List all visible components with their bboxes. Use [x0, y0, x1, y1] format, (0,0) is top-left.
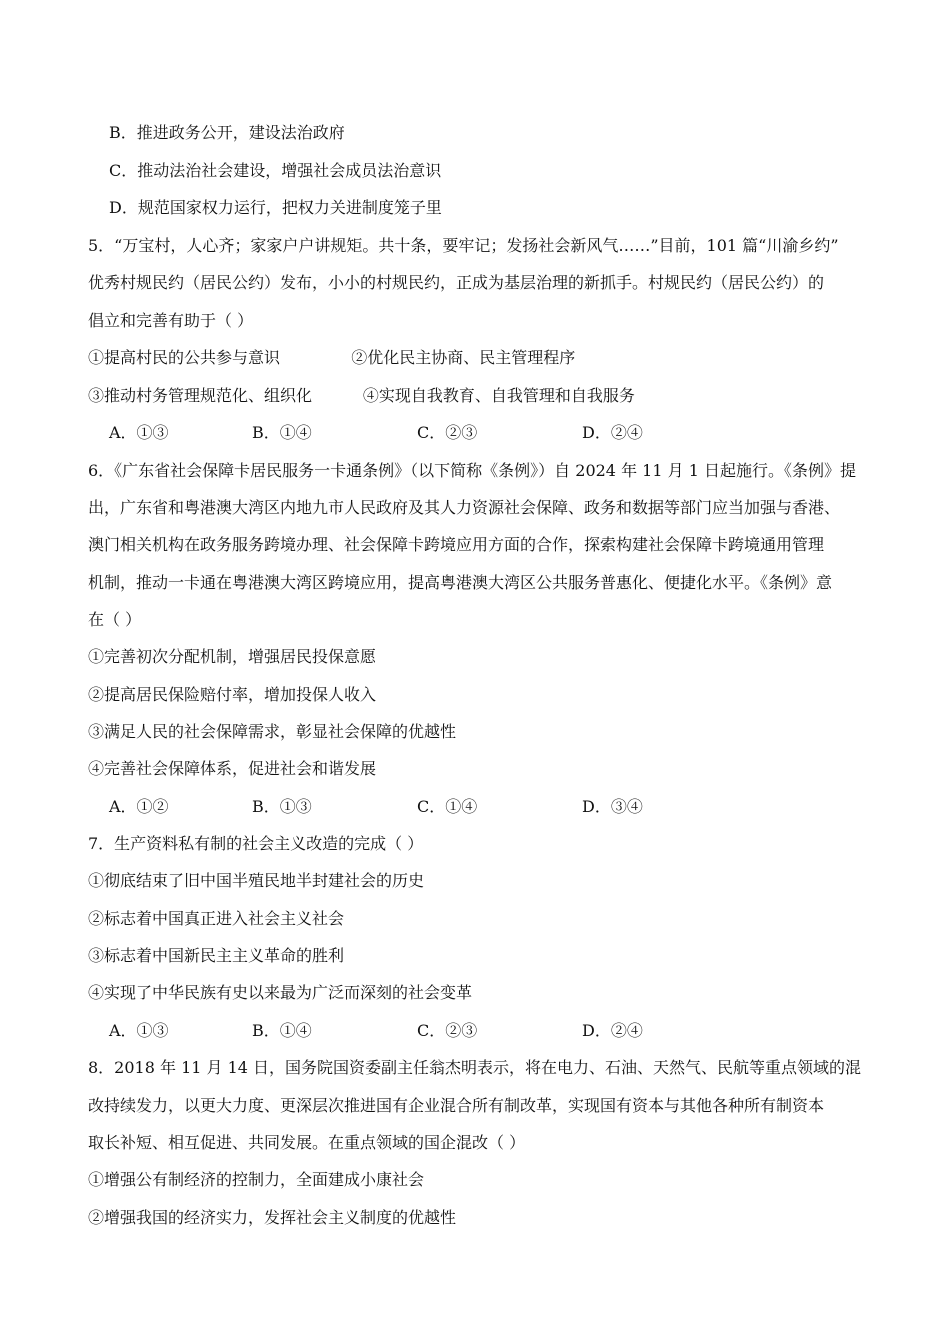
q6-statement-3: ③满足人民的社会保障需求，彰显社会保障的优越性	[88, 722, 457, 741]
q5-choices	[109, 423, 869, 443]
q5-stem-line-2: 优秀村规民约（居民公约）发布，小小的村规民约，正成为基层治理的新抓手。村规民约（居民公约）的	[88, 273, 825, 292]
q6-stem-line-4: 机制，推动一卡通在粤港澳大湾区跨境应用，提高粤港澳大湾区公共服务普惠化、便捷化水平。《条例》意	[88, 573, 833, 592]
q6-statement-2: ②提高居民保险赔付率，增加投保人收入	[88, 685, 377, 704]
q7-statement-2: ②标志着中国真正进入社会主义社会	[88, 909, 345, 928]
q7-choice-a[interactable]: A．①③	[109, 1021, 169, 1040]
q5-choice-c[interactable]: C．②③	[417, 423, 478, 442]
q6-stem-line-3: 澳门相关机构在政务服务跨境办理、社会保障卡跨境应用方面的合作，探索构建社会保障卡跨境通用管理	[88, 535, 825, 554]
q6-choices	[109, 797, 869, 817]
q8-statement-1: ①增强公有制经济的控制力，全面建成小康社会	[88, 1170, 425, 1189]
q7-statement-4: ④实现了中华民族有史以来最为广泛而深刻的社会变革	[88, 983, 473, 1002]
q6-choice-b[interactable]: B．①③	[252, 797, 312, 816]
q7-statement-1: ①彻底结束了旧中国半殖民地半封建社会的历史	[88, 871, 425, 890]
q6-choice-d[interactable]: D．③④	[582, 797, 643, 816]
q5-statements-row-2: ③推动村务管理规范化、组织化 ④实现自我教育、自我管理和自我服务	[88, 386, 635, 405]
q8-stem-line-2: 改持续发力，以更大力度、更深层次推进国有企业混合所有制改革，实现国有资本与其他各种所有制资本	[88, 1096, 825, 1115]
q6-stem-line-5: 在（ ）	[88, 610, 142, 629]
q7-stem: 7．生产资料私有制的社会主义改造的完成（ ）	[88, 834, 424, 853]
q6-stem-line-2: 出，广东省和粤港澳大湾区内地九市人民政府及其人力资源社会保障、政务和数据等部门应当加强与香港、	[88, 498, 841, 517]
q7-choice-b[interactable]: B．①④	[252, 1021, 312, 1040]
q4-option-b: B．推进政务公开，建设法治政府	[109, 123, 345, 142]
q5-stem-line-3: 倡立和完善有助于（ ）	[88, 311, 254, 330]
q6-statement-1: ①完善初次分配机制，增强居民投保意愿	[88, 647, 377, 666]
q6-choice-c[interactable]: C．①④	[417, 797, 478, 816]
q5-statements-row-1: ①提高村民的公共参与意识 ②优化民主协商、民主管理程序	[88, 348, 576, 367]
q8-stem-line-1: 8．2018 年 11 月 14 日，国务院国资委副主任翁杰明表示，将在电力、石油、天然气、民航等重点领域的混	[88, 1058, 862, 1077]
q7-choice-c[interactable]: C．②③	[417, 1021, 478, 1040]
q5-stem-line-1: 5．“万宝村，人心齐；家家户户讲规矩。共十条，要牢记；发扬社会新风气……”目前，101 篇“川渝乡约”	[88, 236, 839, 255]
q5-choice-b[interactable]: B．①④	[252, 423, 312, 442]
q7-choices	[109, 1021, 869, 1041]
q5-choice-d[interactable]: D．②④	[582, 423, 643, 442]
q4-option-c: C．推动法治社会建设，增强社会成员法治意识	[109, 161, 442, 180]
q6-statement-4: ④完善社会保障体系，促进社会和谐发展	[88, 759, 377, 778]
q6-choice-a[interactable]: A．①②	[109, 797, 169, 816]
q5-choice-a[interactable]: A．①③	[109, 423, 169, 442]
q8-stem-line-3: 取长补短、相互促进、共同发展。在重点领域的国企混改（ ）	[88, 1133, 526, 1152]
q7-choice-d[interactable]: D．②④	[582, 1021, 643, 1040]
q8-statement-2: ②增强我国的经济实力，发挥社会主义制度的优越性	[88, 1208, 457, 1227]
q7-statement-3: ③标志着中国新民主主义革命的胜利	[88, 946, 345, 965]
q4-option-d: D．规范国家权力运行，把权力关进制度笼子里	[109, 198, 442, 217]
q6-stem-line-1: 6．《广东省社会保障卡居民服务一卡通条例》（以下简称《条例》）自 2024 年 11 月 1 日起施行。《条例》提	[88, 461, 856, 480]
